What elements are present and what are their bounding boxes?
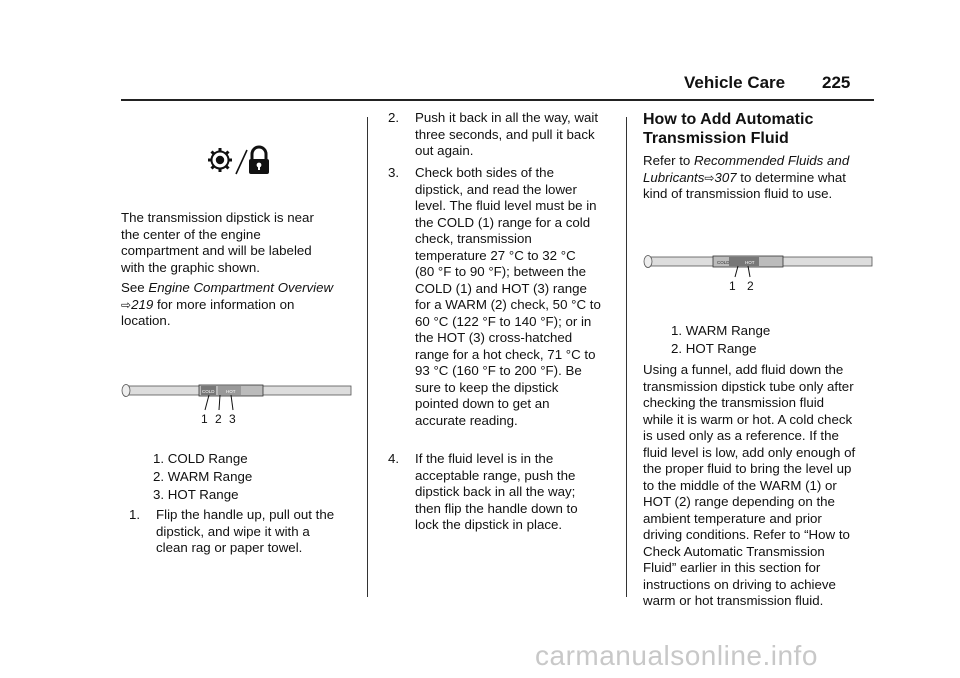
callout-1: 1 [201, 412, 208, 426]
callout-2: 2 [215, 412, 222, 426]
cross-reference-link[interactable]: Engine Compartment Overview [148, 280, 334, 295]
dipstick-illustration [121, 380, 353, 435]
dipstick-location-paragraph: The transmission dipstick is near the center of the engine compartment and will be labeled with the graphic shown. [121, 210, 314, 275]
dipstick-mark-hot: HOT [745, 260, 755, 265]
dipstick-legend: 1. COLD Range 2. WARM Range 3. HOT Range [153, 451, 253, 502]
refer-to-paragraph: Refer to Recommended Fluids and Lubricants⇨307 to determine what kind of transmission fluid to use. [643, 153, 850, 201]
dipstick-legend-2: 1. WARM Range 2. HOT Range [671, 323, 771, 356]
section-heading: How to Add Automatic Transmission Fluid [643, 111, 814, 147]
dipstick-mark-cold: COLD [717, 260, 730, 265]
page-reference[interactable]: 307 [714, 169, 737, 185]
watermark: carmanualsonline.info [535, 640, 818, 671]
column-divider [626, 117, 627, 597]
page-reference[interactable]: 219 [131, 296, 154, 312]
header-rule [121, 99, 874, 101]
callout-1: 1 [729, 279, 736, 293]
cross-reference-link-cont[interactable]: Lubricants [643, 169, 705, 185]
page-arrow-icon: ⇨ [704, 170, 715, 185]
callout-3: 3 [229, 412, 236, 426]
dipstick-illustration-2 [643, 252, 873, 303]
callout-2: 2 [747, 279, 754, 293]
running-header-title: Vehicle Care [684, 73, 786, 92]
add-fluid-paragraph: Using a funnel, add fluid down the transmission dipstick tube only after checking the transmission fluid while it is warm or hot. A cold check is used only as a reference. If the fluid level is low, add only enough of the proper fluid to bring the level up to the middle of the WARM (1) or HOT (2) range depending on the ambient temperature and prior driving conditions. Refer to “How to Check Automatic Transmission Fluid” earlier in this section for instructions on driving to achieve warm or hot transmission fluid. [643, 362, 856, 608]
cross-reference-link[interactable]: Recommended Fluids and [694, 153, 850, 168]
page-arrow-icon: ⇨ [121, 297, 132, 312]
column-divider [367, 117, 368, 597]
page-number: 225 [822, 73, 851, 92]
transmission-lock-icon [203, 144, 275, 183]
dipstick-mark-hot: HOT [226, 389, 236, 394]
see-reference-paragraph: See Engine Compartment Overview ⇨219 for more information on location. [121, 280, 334, 328]
dipstick-mark-cold: COLD [202, 389, 215, 394]
